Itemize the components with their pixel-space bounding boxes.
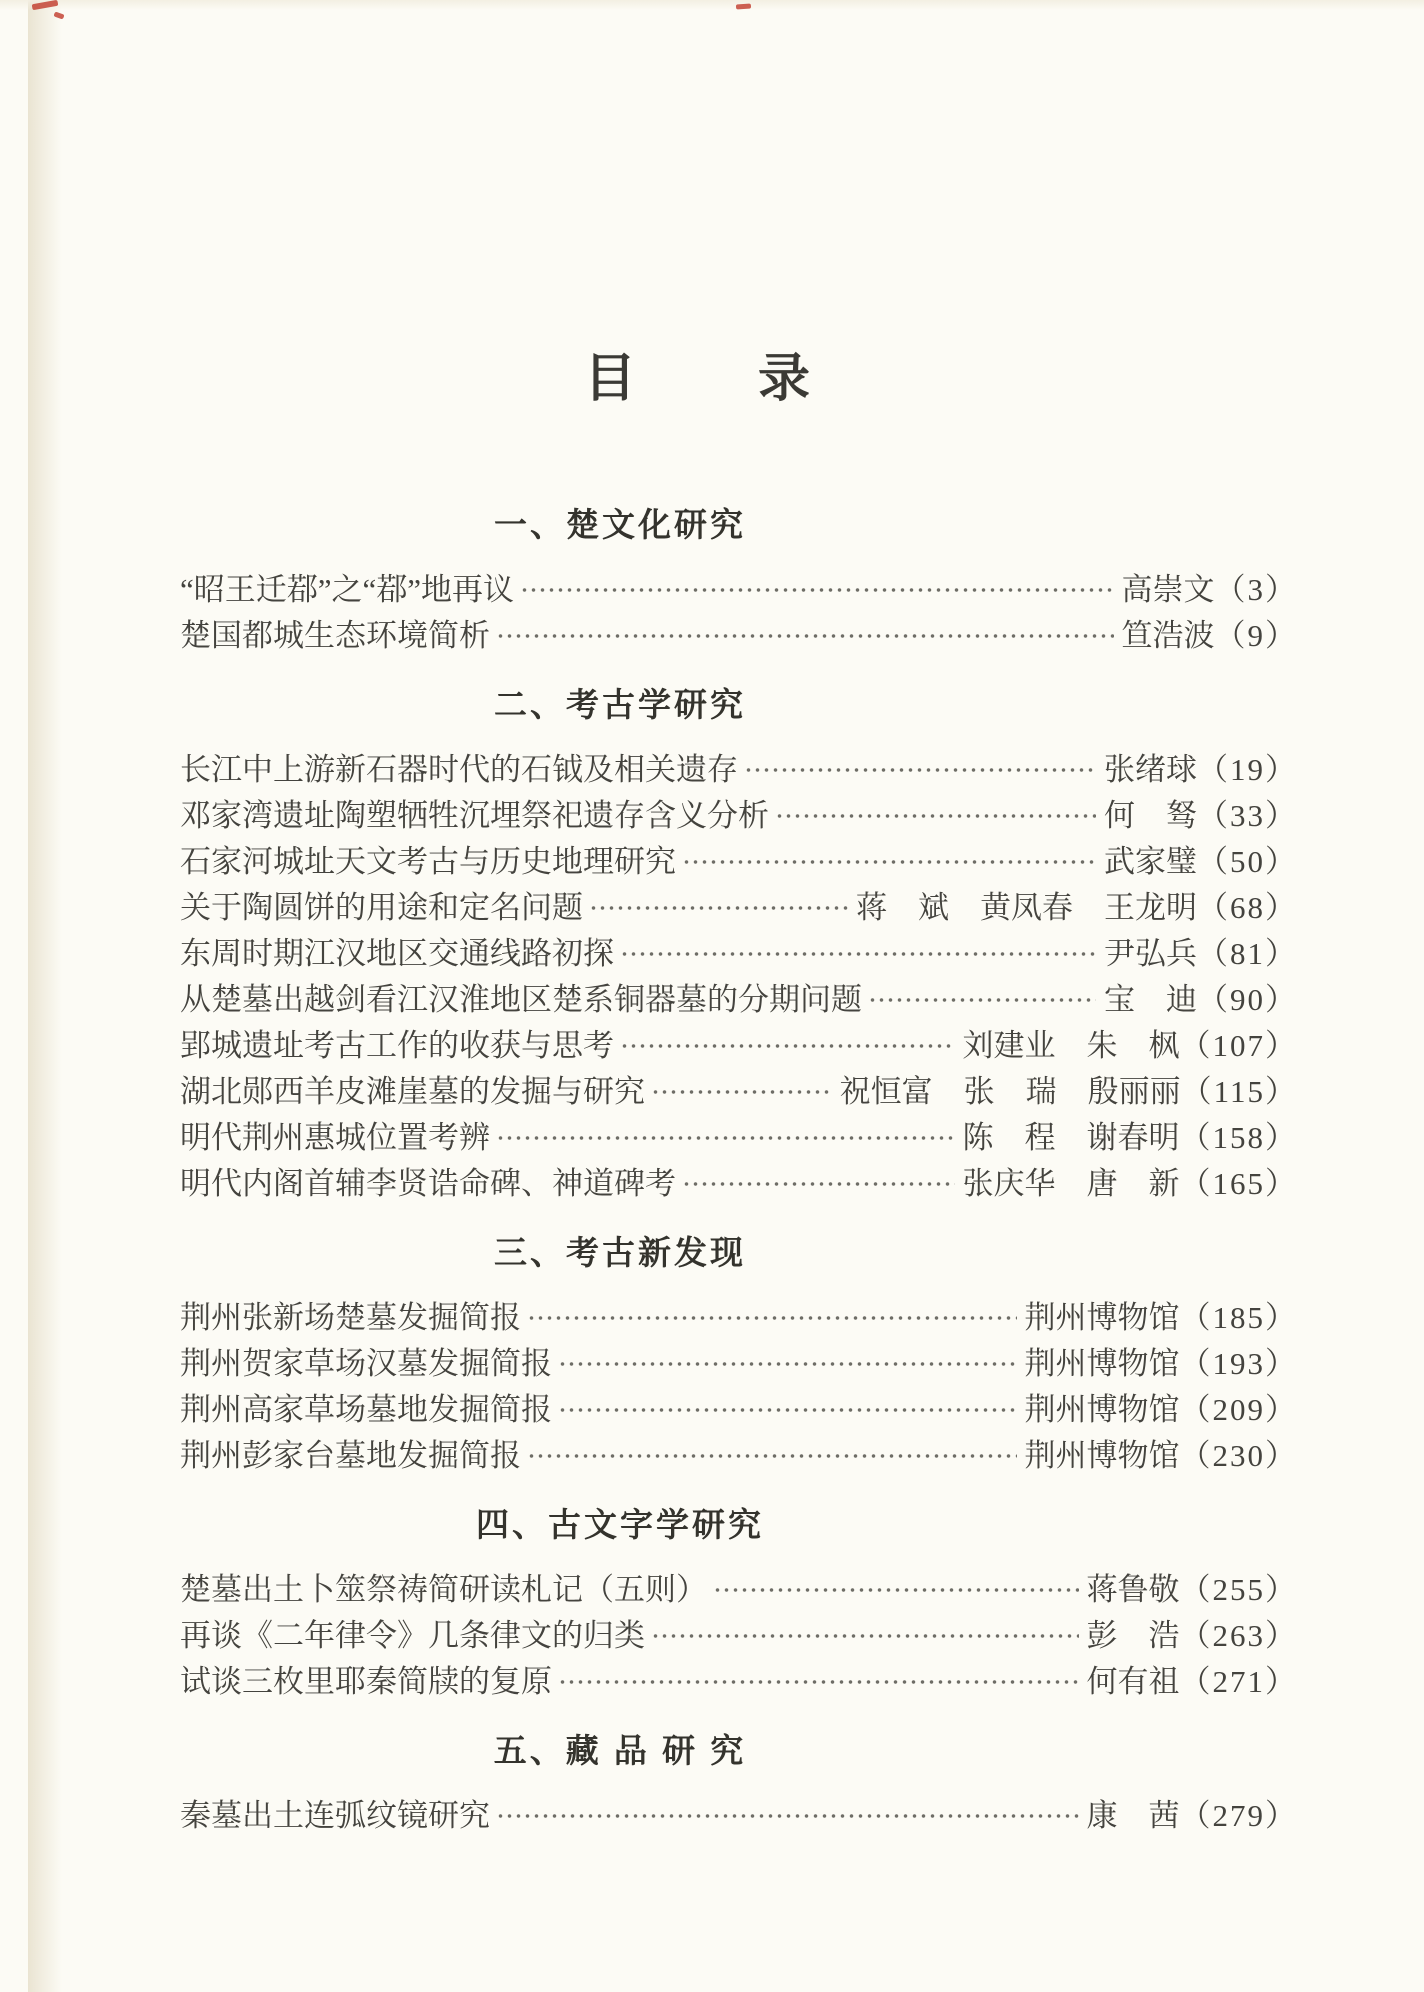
toc-entry <box>180 743 1298 789</box>
entry-authors: 荆州博物馆 <box>1024 1299 1180 1335</box>
dot-leader <box>527 1313 1017 1323</box>
toc-entry <box>180 973 1298 1019</box>
toc-entry <box>180 789 1298 835</box>
dot-leader <box>682 857 1096 867</box>
entry-authors: 康 茜 <box>1086 1797 1180 1833</box>
entry-authors: 陈 程 谢春明 <box>962 1119 1180 1155</box>
entry-authors: 尹弘兵 <box>1104 935 1197 971</box>
entry-authors: 彭 浩 <box>1086 1617 1180 1653</box>
dot-leader <box>496 631 1114 641</box>
section-heading: 二、考古学研究 <box>494 686 746 723</box>
entry-title: 邓家湾遗址陶塑牺牲沉埋祭祀遗存含义分析 <box>180 797 769 833</box>
toc-entry <box>180 1609 1298 1655</box>
toc-entry <box>180 1563 1298 1609</box>
dot-leader <box>682 1179 955 1189</box>
entry-authors: 刘建业 朱 枫 <box>962 1027 1180 1063</box>
entry-page-number: （81） <box>1197 935 1298 971</box>
entry-page-number: （271） <box>1179 1663 1298 1699</box>
page-title: 目 录 <box>583 351 816 408</box>
dot-leader <box>775 811 1096 821</box>
entry-authors: 张庆华 唐 新 <box>962 1165 1180 1201</box>
section-entries <box>180 743 1298 1203</box>
section-heading: 一、楚文化研究 <box>494 506 746 543</box>
entry-title: 荆州贺家草场汉墓发掘简报 <box>180 1345 552 1381</box>
toc-entry <box>180 609 1298 655</box>
entry-title: 秦墓出土连弧纹镜研究 <box>180 1797 490 1833</box>
entry-page-number: （3） <box>1214 571 1298 607</box>
section-entries <box>180 1291 1298 1475</box>
scan-left-edge-shadow <box>28 0 62 1992</box>
section-entries <box>180 1789 1298 1835</box>
entry-page-number: （50） <box>1197 843 1298 879</box>
entry-page-number: （255） <box>1179 1571 1298 1607</box>
section-entries <box>180 1563 1298 1701</box>
dot-leader <box>620 949 1096 959</box>
dot-leader <box>496 1811 1079 1821</box>
entry-authors: 宝 迪 <box>1104 981 1197 1017</box>
section-entries <box>180 563 1298 655</box>
entry-authors: 何有祖 <box>1086 1663 1180 1699</box>
entry-page-number: （193） <box>1179 1345 1298 1381</box>
entry-title: 荆州张新场楚墓发掘简报 <box>180 1299 521 1335</box>
entry-title: 试谈三枚里耶秦简牍的复原 <box>180 1663 552 1699</box>
entry-title: 再谈《二年律令》几条律文的归类 <box>180 1617 645 1653</box>
dot-leader <box>520 585 1113 595</box>
toc-entry <box>180 1111 1298 1157</box>
toc-entry <box>180 835 1298 881</box>
dot-leader <box>558 1405 1017 1415</box>
toc-entry <box>180 1383 1298 1429</box>
toc-entry <box>180 1157 1298 1203</box>
entry-authors: 荆州博物馆 <box>1024 1391 1180 1427</box>
dot-leader <box>651 1087 832 1097</box>
entry-title: 关于陶圆饼的用途和定名问题 <box>180 889 583 925</box>
dot-leader <box>496 1133 955 1143</box>
entry-title: “昭王迁鄀”之“鄀”地再议 <box>180 571 515 607</box>
toc-entry <box>180 1789 1298 1835</box>
entry-page-number: （9） <box>1214 617 1298 653</box>
section-heading: 四、古文字学研究 <box>476 1506 764 1543</box>
entry-authors: 荆州博物馆 <box>1024 1437 1180 1473</box>
dot-leader <box>620 1041 955 1051</box>
entry-title: 长江中上游新石器时代的石钺及相关遗存 <box>180 751 738 787</box>
entry-title: 郢城遗址考古工作的收获与思考 <box>180 1027 614 1063</box>
dot-leader <box>558 1677 1079 1687</box>
toc-entry <box>180 1337 1298 1383</box>
toc-page <box>180 0 1298 1835</box>
dot-leader <box>558 1359 1017 1369</box>
dot-leader <box>744 765 1096 775</box>
entry-title: 石家河城址天文考古与历史地理研究 <box>180 843 676 879</box>
entry-title: 明代荆州惠城位置考辨 <box>180 1119 490 1155</box>
entry-page-number: （68） <box>1197 889 1298 925</box>
entry-authors: 何 驽 <box>1104 797 1197 833</box>
toc-entry <box>180 1019 1298 1065</box>
toc-entry <box>180 1291 1298 1337</box>
entry-page-number: （158） <box>1179 1119 1298 1155</box>
entry-page-number: （90） <box>1197 981 1298 1017</box>
entry-title: 从楚墓出越剑看江汉淮地区楚系铜器墓的分期问题 <box>180 981 862 1017</box>
entry-page-number: （165） <box>1179 1165 1298 1201</box>
dot-leader <box>589 903 848 913</box>
section-heading: 五、藏 品 研 究 <box>493 1732 747 1769</box>
dot-leader <box>713 1585 1079 1595</box>
toc-entry <box>180 563 1298 609</box>
entry-title: 楚国都城生态环境简析 <box>180 617 490 653</box>
entry-authors: 笪浩波 <box>1121 617 1215 653</box>
entry-page-number: （230） <box>1179 1437 1298 1473</box>
red-pen-mark <box>53 11 64 19</box>
toc-entry <box>180 1655 1298 1701</box>
toc-entry <box>180 927 1298 973</box>
entry-authors: 荆州博物馆 <box>1024 1345 1180 1381</box>
entry-authors: 高崇文 <box>1121 571 1215 607</box>
section-heading: 三、考古新发现 <box>494 1234 746 1271</box>
entry-page-number: （33） <box>1197 797 1298 833</box>
entry-authors: 蒋鲁敬 <box>1086 1571 1180 1607</box>
entry-authors: 蒋 斌 黄凤春 王龙明 <box>856 889 1197 925</box>
entry-authors: 张绪球 <box>1104 751 1197 787</box>
toc-entry <box>180 1429 1298 1475</box>
toc-section <box>180 685 1298 1203</box>
entry-title: 荆州高家草场墓地发掘简报 <box>180 1391 552 1427</box>
entry-title: 东周时期江汉地区交通线路初探 <box>180 935 614 971</box>
entry-page-number: （107） <box>1179 1027 1298 1063</box>
entry-page-number: （185） <box>1179 1299 1298 1335</box>
entry-title: 荆州彭家台墓地发掘简报 <box>180 1437 521 1473</box>
entry-title: 明代内阁首辅李贤诰命碑、神道碑考 <box>180 1165 676 1201</box>
dot-leader <box>868 995 1096 1005</box>
toc-section <box>180 1505 1298 1701</box>
entry-page-number: （279） <box>1179 1797 1298 1833</box>
entry-page-number: （263） <box>1179 1617 1298 1653</box>
entry-page-number: （19） <box>1197 751 1298 787</box>
entry-authors: 祝恒富 张 瑞 殷丽丽 <box>839 1073 1181 1109</box>
entry-authors: 武家璧 <box>1104 843 1197 879</box>
entry-title: 湖北郧西羊皮滩崖墓的发掘与研究 <box>180 1073 645 1109</box>
toc-section <box>180 1731 1298 1835</box>
toc-entry <box>180 881 1298 927</box>
entry-page-number: （115） <box>1180 1073 1298 1109</box>
dot-leader <box>651 1631 1079 1641</box>
entry-title: 楚墓出土卜筮祭祷简研读札记（五则） <box>180 1571 707 1607</box>
toc-entry <box>180 1065 1298 1111</box>
dot-leader <box>527 1451 1017 1461</box>
entry-page-number: （209） <box>1179 1391 1298 1427</box>
toc-section <box>180 505 1298 655</box>
red-pen-mark <box>32 0 59 10</box>
toc-sections <box>180 505 1298 1835</box>
toc-section <box>180 1233 1298 1475</box>
